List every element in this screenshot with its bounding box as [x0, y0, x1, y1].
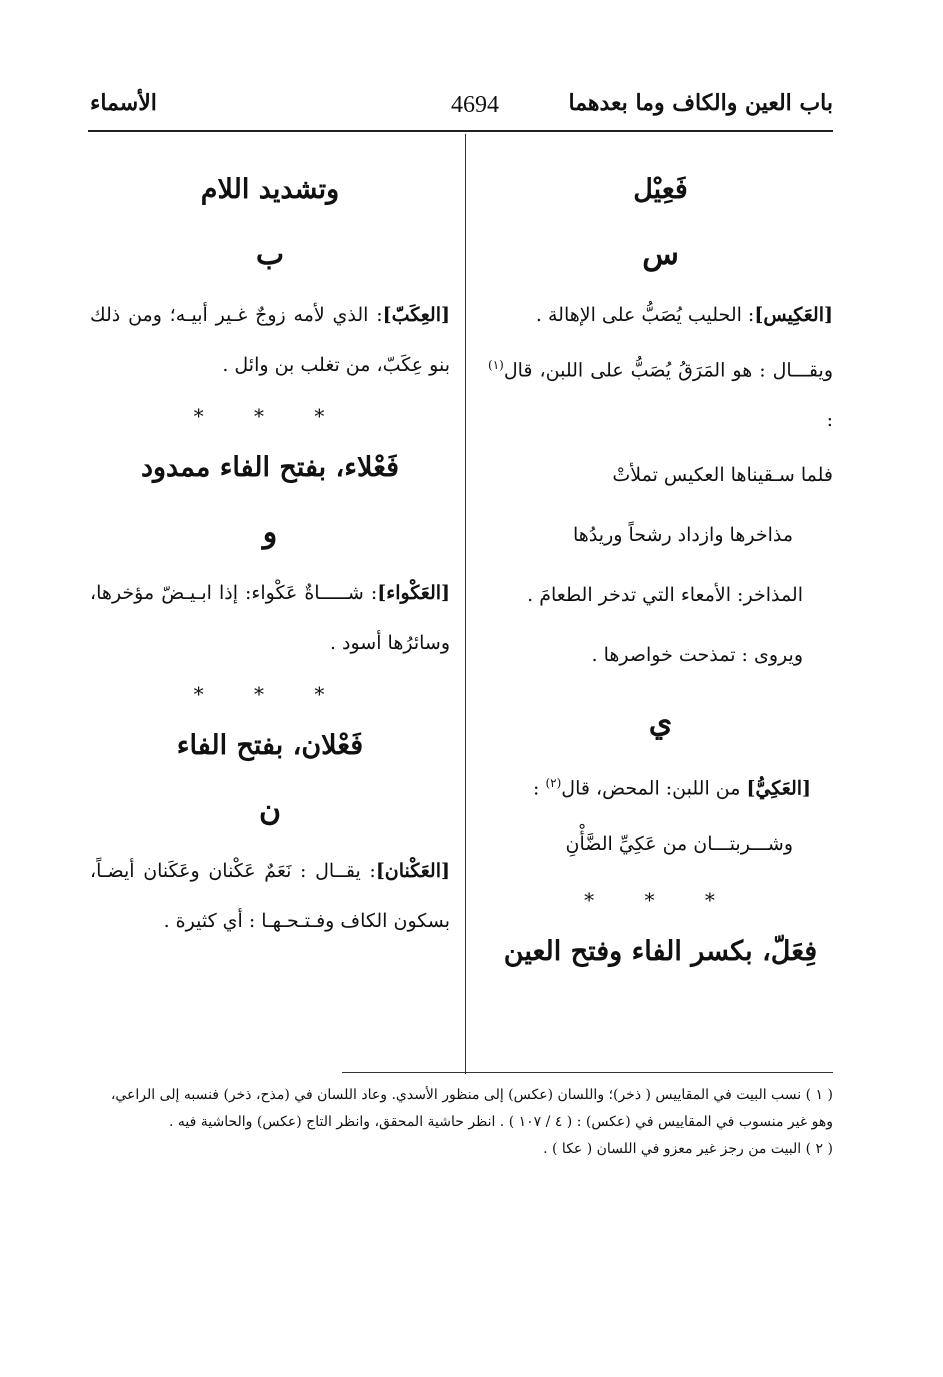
definition: : الذي لأمه زوجٌ غـير أبيـه؛ ومن ذلك بنو عِكَبّ، من تغلب بن وائل . — [90, 304, 450, 376]
punctuation: : — [826, 409, 833, 432]
footnote-ref: (٢) — [545, 776, 562, 791]
section-separator: * * * — [584, 887, 737, 912]
page-number: 4694 — [451, 92, 499, 118]
left-column — [90, 150, 450, 946]
headword: [العِكَبّ] — [382, 304, 450, 326]
entry-akiyy — [488, 758, 833, 813]
letter-heading: و — [262, 515, 278, 550]
entry-akis — [488, 290, 833, 340]
headword: [العَكِيُّ] — [746, 777, 811, 800]
pattern-heading: فَعِيْل — [633, 174, 688, 205]
gloss: المذاخر: الأمعاء التي تدخر الطعامَ . — [527, 584, 803, 607]
punctuation: : — [533, 777, 546, 800]
letter-heading: ن — [258, 793, 282, 828]
running-header-section: الأسماء — [90, 90, 157, 116]
letter-heading: س — [642, 237, 679, 272]
footnote-1: ( ١ ) نسب البيت في المقاييس ( ذخر)؛ واللسان (عكس) إلى منظور الأسدي. وعاد اللسان في (مذح، ذخر) فنسبه إلى الراعي، وهو غير منسوب في المقاييس في (عكس) : ( ٤ / ١٠٧ ) . انظر حاشية المحقق، وانظر التاج (عكس) والحاشية فيه . — [110, 1087, 833, 1130]
verse-line: وشـــربتـــان من عَكِيِّ الضَّأْنِ — [565, 832, 793, 855]
verse-line: فلما سـقيناها العكيس تملأتْ — [612, 464, 833, 487]
entry-aknan — [90, 846, 450, 946]
running-header-chapter: باب العين والكاف وما بعدهما — [568, 90, 833, 116]
letter-heading: ي — [648, 705, 673, 741]
pattern-heading: وتشديد اللام — [200, 174, 340, 205]
definition: : يقــال : نَعَمٌ عَكْنان وعَكَنان أيضـاً، بسكون الكاف وفـتـحـهـا : أي كثيرة . — [90, 860, 450, 932]
verse-line: مذاخرها وازداد رشحاً وريدُها — [573, 524, 793, 547]
headword: [العَكْنان] — [375, 860, 450, 882]
definition: ويقـــال : هو المَرَقُ يُصَبُّ على اللبن، قال — [503, 359, 833, 382]
entry-akwa — [90, 568, 450, 668]
letter-heading: ب — [255, 237, 285, 272]
pattern-heading: فَعْلان، بفتح الفاء — [176, 730, 364, 761]
entry-ikabb — [90, 290, 450, 390]
section-separator: * * * — [193, 404, 347, 428]
column-divider — [465, 134, 466, 1074]
gloss: ويروى : تمذحت خواصرها . — [591, 644, 803, 667]
footnote-ref: (١) — [488, 358, 504, 372]
footnote-2: ( ٢ ) البيت من رجز غير معزو في اللسان ( عكا ) . — [543, 1141, 833, 1157]
header-rule — [88, 130, 833, 132]
footnote-rule — [342, 1072, 833, 1073]
pattern-heading: فَعْلاء، بفتح الفاء ممدود — [140, 452, 400, 483]
headword: [العَكِيس] — [754, 304, 833, 326]
definition: : الحليب يُصَبُّ على الإهالة . — [535, 304, 755, 326]
section-separator: * * * — [193, 682, 347, 706]
definition: من اللبن: المحض، قال — [561, 777, 747, 800]
right-column — [488, 150, 833, 999]
definition: : شـــــاةٌ عَكْواء: إذا ابـيـضّ مؤخرها، وسائرُها أسود . — [90, 582, 450, 654]
entry-akis-more — [488, 340, 833, 445]
footnotes — [93, 1082, 833, 1163]
pattern-heading: فِعَلّ، بكسر الفاء وفتح العين — [503, 935, 818, 967]
headword: [العَكْواء] — [377, 582, 450, 604]
